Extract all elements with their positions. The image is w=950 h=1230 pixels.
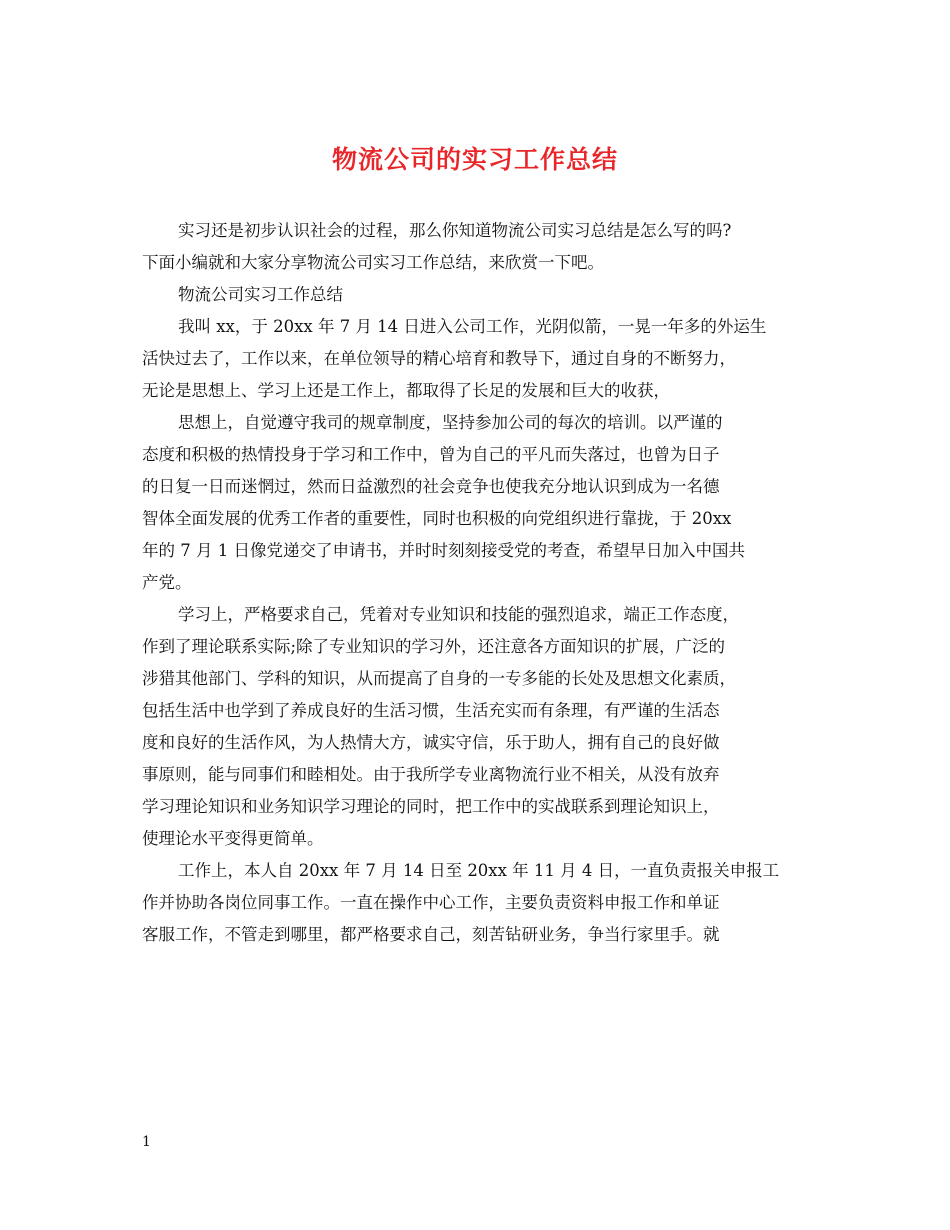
text-line: 态度和积极的热情投身于学习和工作中，曾为自己的平凡而失落过，也曾为日子 bbox=[142, 445, 720, 464]
text-line: 工作上，本人自 20xx 年 7 月 14 日至 20xx 年 11 月 4 日，一直负责报关申报工 bbox=[178, 861, 780, 880]
text-line: 涉猎其他部门、学科的知识，从而提高了自身的一专多能的长处及思想文化素质， bbox=[142, 669, 736, 688]
document-body bbox=[142, 215, 814, 951]
text-line: 物流公司实习工作总结 bbox=[178, 285, 343, 304]
text-line: 学习理论知识和业务知识学习理论的同时，把工作中的实战联系到理论知识上， bbox=[142, 797, 720, 816]
text-line: 使理论水平变得更简单。 bbox=[142, 829, 324, 848]
text-line: 的日复一日而迷惘过，然而日益激烈的社会竞争也使我充分地认识到成为一名德 bbox=[142, 477, 720, 496]
text-line: 度和良好的生活作风，为人热情大方，诚实守信，乐于助人，拥有自己的良好做 bbox=[142, 733, 720, 752]
text-line: 活快过去了，工作以来，在单位领导的精心培育和教导下，通过自身的不断努力， bbox=[142, 349, 736, 368]
text-line: 思想上，自觉遵守我司的规章制度，坚持参加公司的每次的培训。以严谨的 bbox=[178, 413, 723, 432]
text-line: 作到了理论联系实际;除了专业知识的学习外，还注意各方面知识的扩展，广泛的 bbox=[142, 637, 726, 656]
page-number: 1 bbox=[142, 1134, 151, 1150]
text-line: 学习上，严格要求自己，凭着对专业知识和技能的强烈追求，端正工作态度， bbox=[178, 605, 739, 624]
document-title: 物流公司的实习工作总结 bbox=[331, 145, 618, 174]
text-line: 作并协助各岗位同事工作。一直在操作中心工作，主要负责资料申报工作和单证 bbox=[142, 893, 720, 912]
text-line: 客服工作，不管走到哪里，都严格要求自己，刻苦钻研业务，争当行家里手。就 bbox=[142, 925, 720, 944]
text-line: 我叫 xx，于 20xx 年 7 月 14 日进入公司工作，光阴似箭，一晃一年多的外运生 bbox=[178, 317, 767, 336]
text-line: 下面小编就和大家分享物流公司实习工作总结，来欣赏一下吧。 bbox=[142, 253, 604, 272]
text-line: 产党。 bbox=[142, 573, 192, 592]
text-line: 事原则，能与同事们和睦相处。由于我所学专业离物流行业不相关，从没有放弃 bbox=[142, 765, 720, 784]
text-line: 实习还是初步认识社会的过程，那么你知道物流公司实习总结是怎么写的吗? bbox=[178, 221, 732, 240]
text-line: 年的 7 月 1 日像党递交了申请书，并时时刻刻接受党的考查，希望早日加入中国共 bbox=[142, 541, 745, 560]
text-line: 智体全面发展的优秀工作者的重要性，同时也积极的向党组织进行靠拢，于 20xx bbox=[142, 509, 732, 528]
text-line: 包括生活中也学到了养成良好的生活习惯，生活充实而有条理，有严谨的生活态 bbox=[142, 701, 720, 720]
text-line: 无论是思想上、学习上还是工作上，都取得了长足的发展和巨大的收获， bbox=[142, 381, 670, 400]
